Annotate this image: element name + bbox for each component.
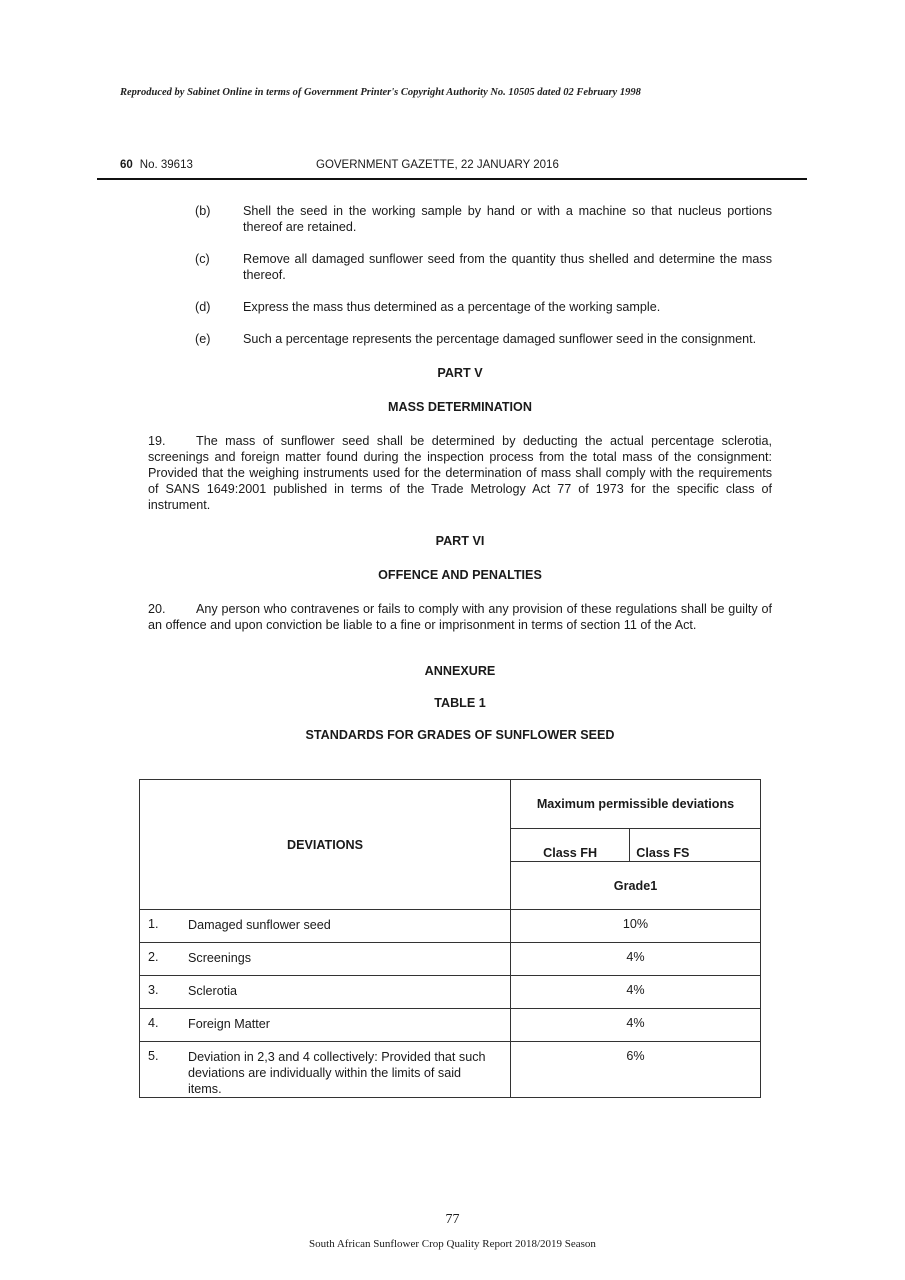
row-number: 5. [140,1042,189,1098]
part-v-heading: MASS DETERMINATION [388,400,532,414]
paragraph-number: 19. [148,434,166,448]
gazette-header [120,159,559,171]
row-number: 3. [140,976,189,1009]
paragraph-20 [148,601,772,633]
row-value: 4% [511,943,761,976]
subitem [195,251,772,283]
subitem-label: (b) [195,204,211,218]
subitem-label: (d) [195,300,211,314]
paragraph-text: Any person who contravenes or fails to comply with any provision of these regulations shall be guilty of an offence and upon conviction be liable to a fine or imprisonment in terms of section 11 of the Act. [148,602,772,632]
max-deviations-header: Maximum permissible deviations [511,780,761,829]
subitem-label: (c) [195,252,210,266]
grade-header: Grade1 [511,862,761,910]
row-description: Deviation in 2,3 and 4 collectively: Provided that such deviations are individually within the limits of said items. [188,1042,511,1098]
footer-report-title: South African Sunflower Crop Quality Report 2018/2019 Season [309,1238,596,1250]
table-row [140,910,761,943]
subitem-text: Shell the seed in the working sample by hand or with a machine so that nucleus portions thereof are retained. [243,204,772,234]
header-page-number: 60 [120,159,133,171]
table-row [140,943,761,976]
row-value: 4% [511,976,761,1009]
row-value: 10% [511,910,761,943]
subitem-text: Remove all damaged sunflower seed from the quantity thus shelled and determine the mass thereof. [243,252,772,282]
header-gazette-title: GOVERNMENT GAZETTE, 22 JANUARY 2016 [316,159,559,171]
row-value: 6% [511,1042,761,1098]
footer-page-number: 77 [445,1212,460,1227]
class-fh-header: Class FH [511,829,630,862]
row-number: 2. [140,943,189,976]
table-row [140,1042,761,1098]
paragraph-text: The mass of sunflower seed shall be determined by deducting the actual percentage sclerotia, screenings and foreign matter found during the inspection process from the total mass of the consignment: Provided that the weighing instruments used for the determination of mass shall comply with the requirements of SANS 1649:2001 published in terms of the Trade Metrology Act 77 of 1973 for the specific class of instrument. [148,434,772,512]
row-description: Damaged sunflower seed [188,910,511,943]
subitem [195,331,772,347]
row-description: Screenings [188,943,511,976]
subitem-text: Express the mass thus determined as a percentage of the working sample. [243,300,661,314]
row-description: Foreign Matter [188,1009,511,1042]
copyright-notice: Reproduced by Sabinet Online in terms of Government Printer's Copyright Authority No. 10505 dated 02 February 1998 [120,87,641,98]
row-value: 4% [511,1009,761,1042]
table-heading: STANDARDS FOR GRADES OF SUNFLOWER SEED [305,728,615,742]
annexure-title: ANNEXURE [424,664,496,678]
part-vi-heading: OFFENCE AND PENALTIES [378,568,542,582]
paragraph-number: 20. [148,602,166,616]
subitem [195,299,772,315]
paragraph-19 [148,433,772,513]
table-number: TABLE 1 [434,696,486,710]
part-v-title: PART V [437,366,483,380]
subitem-text: Such a percentage represents the percentage damaged sunflower seed in the consignment. [243,332,757,346]
row-description: Sclerotia [188,976,511,1009]
subitem-label: (e) [195,332,211,346]
subitem [195,203,772,235]
deviations-header: DEVIATIONS [140,780,511,910]
header-rule [97,178,807,180]
table-row [140,1009,761,1042]
table-row [140,976,761,1009]
class-fs-header: Class FS [630,829,761,862]
row-number: 1. [140,910,189,943]
standards-table [139,779,761,1098]
part-vi-title: PART VI [435,534,485,548]
row-number: 4. [140,1009,189,1042]
document-body [148,203,772,761]
header-issue-number: No. 39613 [139,159,193,171]
